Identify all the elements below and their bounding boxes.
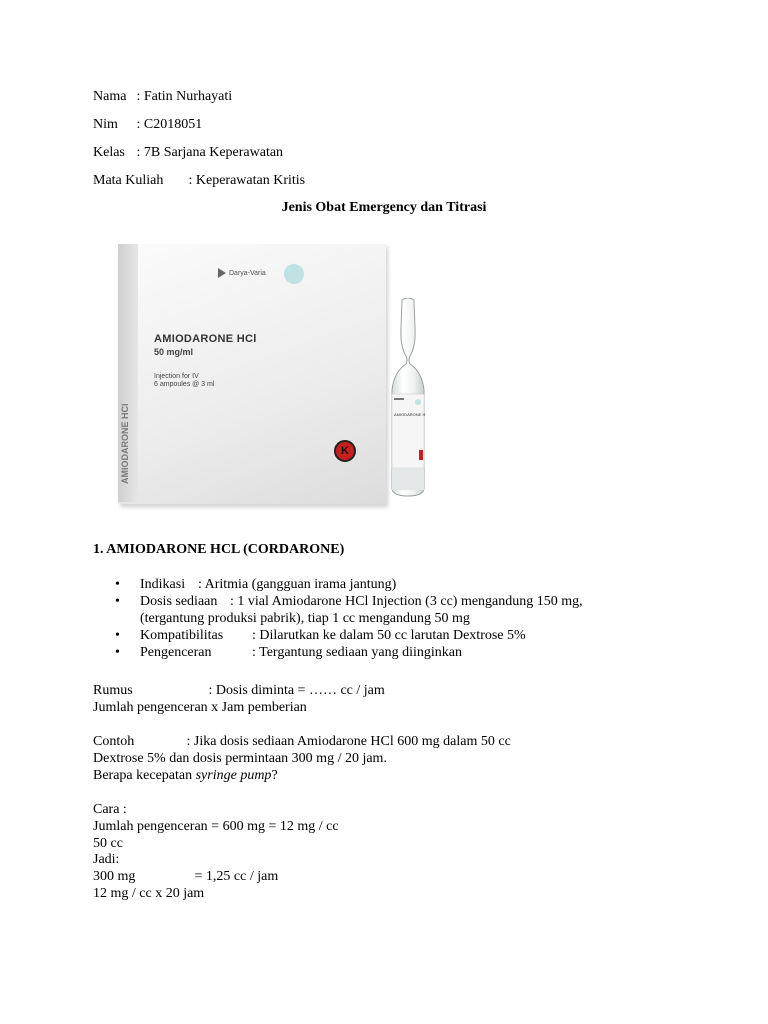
amiodarone-info-list [93, 576, 653, 661]
cara-label: Cara : [93, 802, 127, 817]
brand-name: Darya-Varia [229, 269, 266, 277]
question-text: Berapa kecepatan [93, 768, 196, 783]
ampoule-icon [388, 298, 428, 498]
bullet-icon: • [115, 594, 120, 609]
bullet-icon: • [115, 628, 120, 643]
bullet-icon: • [115, 645, 120, 660]
matkul-label: Mata Kuliah [93, 173, 164, 188]
jadi-line-2: 12 mg / cc x 20 jam [93, 886, 205, 901]
box-product-dose: 50 mg/ml [154, 347, 194, 357]
list-item-dosis [93, 593, 653, 610]
rumus-denominator: Jumlah pengenceran x Jam pemberian [93, 700, 307, 715]
nim-line [93, 116, 202, 133]
nama-value: : Fatin Nurhayati [136, 89, 233, 104]
box-side-label: AMIODARONE HCl [120, 403, 130, 484]
section-heading-amiodarone: 1. AMIODARONE HCL (CORDARONE) [93, 542, 345, 557]
box-ampoule-count: 6 ampoules @ 3 ml [154, 381, 215, 388]
bullet-text: : Tergantung sediaan yang diinginkan [252, 645, 463, 660]
brand-logo [218, 268, 266, 278]
bullet-key: Pengenceran [140, 645, 212, 660]
rumus-label: Rumus [93, 683, 133, 698]
bullet-icon: • [115, 577, 120, 592]
nim-label: Nim [93, 117, 118, 132]
bullet-key: Dosis sediaan [140, 594, 218, 609]
jadi-label: Jadi: [93, 852, 120, 867]
box-product-name: AMIODARONE HCl [154, 333, 257, 345]
nama-line [93, 88, 232, 105]
medicine-box [118, 244, 386, 504]
bullet-text: : Dilarutkan ke dalam 50 cc larutan Dextrose 5% [252, 628, 526, 643]
brand-seal-icon [284, 264, 304, 284]
bullet-key: Kompatibilitas [140, 628, 224, 643]
jadi-line-1 [93, 868, 278, 885]
box-injection-route: Injection for IV [154, 373, 199, 380]
box-side-panel [118, 244, 138, 502]
list-item-dosis-cont [93, 610, 653, 627]
jadi-result: = 1,25 cc / jam [194, 869, 279, 884]
bullet-key: Indikasi [140, 577, 186, 592]
contoh-line-3 [93, 767, 278, 784]
nim-value: : C2018051 [136, 117, 203, 132]
bullet-text: (tergantung produksi pabrik), tiap 1 cc mengandung 50 mg [140, 611, 470, 626]
matkul-value: : Keperawatan Kritis [188, 173, 306, 188]
list-item-pengenceran [93, 644, 653, 661]
list-item-indikasi [93, 576, 653, 593]
hard-drug-k-badge: K [334, 440, 356, 462]
rumus-line [93, 682, 385, 699]
cara-line-2: 50 cc [93, 836, 123, 851]
matkul-line [93, 172, 305, 189]
kelas-line [93, 144, 283, 161]
ampoule-label: AMIODARONE H [394, 412, 426, 417]
kelas-value: : 7B Sarjana Keperawatan [136, 145, 284, 160]
contoh-label: Contoh [93, 734, 135, 749]
question-mark: ? [271, 768, 278, 783]
document-title: Jenis Obat Emergency dan Titrasi [281, 200, 487, 215]
brand-triangle-icon [218, 268, 226, 278]
box-injection-info [154, 373, 214, 389]
contoh-line-2: Dextrose 5% dan dosis permintaan 300 mg / 20 jam. [93, 751, 387, 766]
nama-label: Nama [93, 89, 127, 104]
bullet-text: : Aritmia (gangguan irama jantung) [198, 577, 397, 592]
contoh-line [93, 733, 511, 750]
jadi-numerator: 300 mg [93, 869, 136, 884]
kelas-label: Kelas [93, 145, 125, 160]
list-item-kompatibilitas [93, 627, 653, 644]
bullet-text: : 1 vial Amiodarone HCl Injection (3 cc) mengandung 150 mg, [230, 594, 583, 609]
syringe-pump-term: syringe pump [195, 768, 272, 783]
amiodarone-product-image [118, 244, 438, 506]
contoh-value: : Jika dosis sediaan Amiodarone HCl 600 mg dalam 50 cc [186, 734, 511, 749]
cara-line-1: Jumlah pengenceran = 600 mg = 12 mg / cc [93, 819, 339, 834]
rumus-value: : Dosis diminta = …… cc / jam [208, 683, 385, 698]
